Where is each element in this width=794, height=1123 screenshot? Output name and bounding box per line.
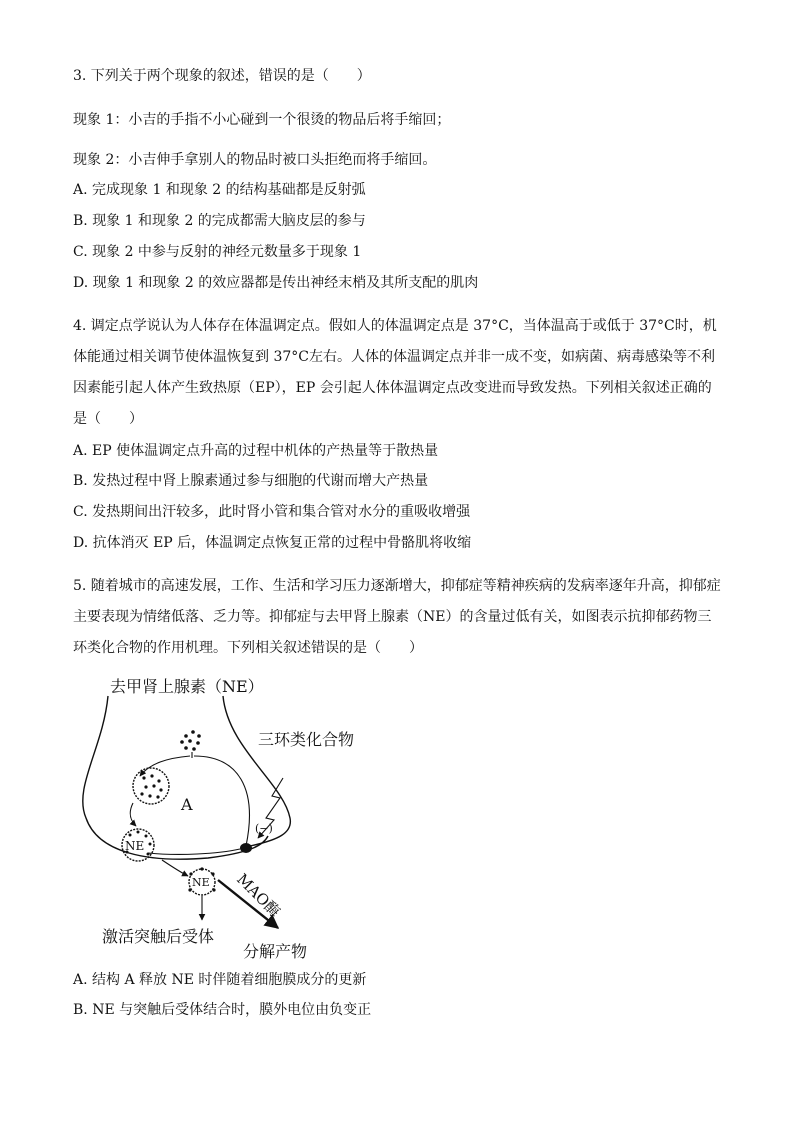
vesicle-a [133,768,169,804]
label-mao: MAO酶 [233,870,284,921]
label-activate-receptor: 激活突触后受体 [102,927,215,946]
q3-option-d: D. 现象 1 和现象 2 的效应器都是传出神经末梢及其所支配的肌肉 [73,275,479,291]
q4-option-b: B. 发热过程中肾上腺素通过参与细胞的代谢而增大产热量 [73,473,429,489]
q3-phenomenon-2: 现象 2：小吉伸手拿别人的物品时被口头拒绝而将手缩回。 [73,152,437,168]
label-ne-receptor: NE [192,876,210,889]
q3-option-b: B. 现象 1 和现象 2 的完成都需大脑皮层的参与 [73,213,366,229]
q4-option-c: C. 发热期间出汗较多，此时肾小管和集合管对水分的重吸收增强 [73,504,471,520]
transporter [240,843,252,853]
synapse-diagram-svg [78,668,378,960]
q5-stem: 5. 随着城市的高速发展，工作、生活和学习压力逐渐增大，抑郁症等精神疾病的发病率逐年升高，抑郁症主要表现为情绪低落、乏力等。抑郁症与去甲肾上腺素（NE）的含量过低有关，如图表示抗抑郁药物三环类化合物的作用机理。下列相关叙述错误的是（ ） [73,578,721,656]
synapse-diagram [78,668,378,960]
q4-option-a: A. EP 使体温调定点升高的过程中机体的产热量等于散热量 [73,443,439,459]
label-tricyclic: 三环类化合物 [258,730,355,749]
q3-option-a: A. 完成现象 1 和现象 2 的结构基础都是反射弧 [73,182,366,198]
label-structure-a: A [181,795,193,814]
q3-stem: 3. 下列关于两个现象的叙述，错误的是（ ） [73,68,371,84]
q3-phenomenon-1: 现象 1：小吉的手指不小心碰到一个很烫的物品后将手缩回； [73,112,451,128]
label-inhibit: (−) [255,822,273,835]
reuptake-loop [140,756,190,776]
label-ne: 去甲肾上腺素（NE） [110,677,264,696]
label-products: 分解产物 [243,942,308,960]
ne-molecule-cluster [180,730,201,751]
q4-option-d: D. 抗体消灭 EP 后，体温调定点恢复正常的过程中骨骼肌将收缩 [73,535,472,551]
q5-option-a: A. 结构 A 释放 NE 时伴随着细胞膜成分的更新 [73,972,367,988]
q4-stem: 4. 调定点学说认为人体存在体温调定点。假如人的体温调定点是 37°C，当体温高于或低于 37°C时，机体能通过相关调节使体温恢复到 37°C左右。人体的体温调定点并非一成不变，如病菌、病毒感染等不利因素能引起人体产生致热原（EP），EP 会引起人体体温调定点改变进而导致发热。下列相关叙述正确的是（ ） [73,318,717,427]
q5-option-b: B. NE 与突触后受体结合时，膜外电位由负变正 [73,1002,372,1018]
label-ne-vesicle: NE [125,839,145,853]
q3-option-c: C. 现象 2 中参与反射的神经元数量多于现象 1 [73,244,362,260]
